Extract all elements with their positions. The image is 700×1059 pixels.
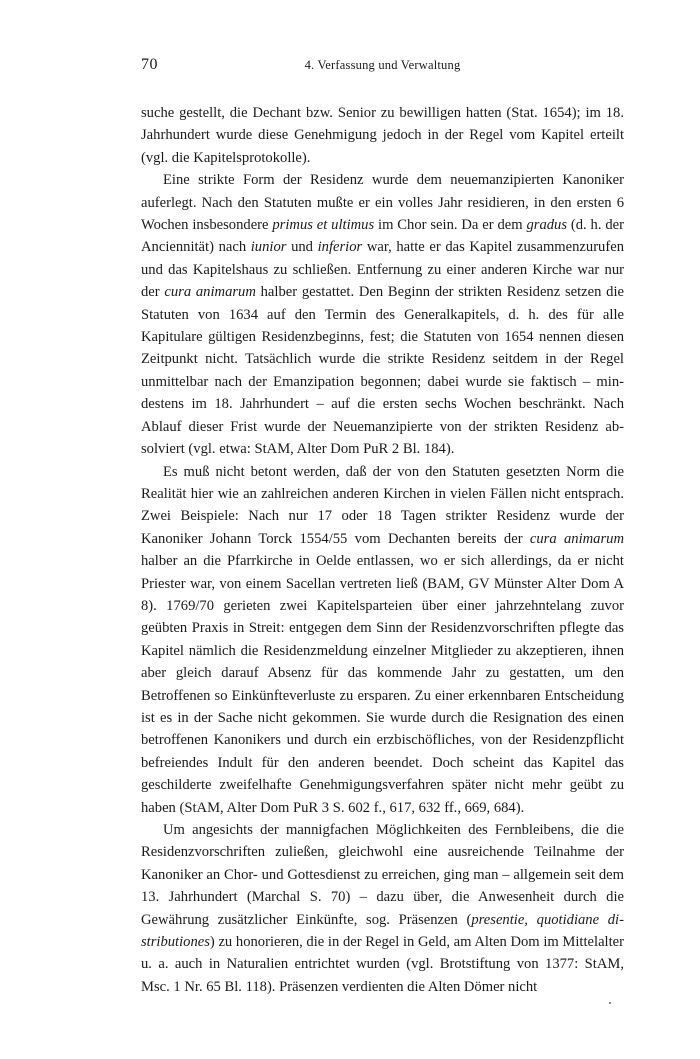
page-header [141,56,624,80]
paragraph [141,169,624,460]
paragraph [141,819,624,998]
text-run: halber gestattet. Den Beginn der strikten Residenz setzen die Statuten von 1634 auf den Termin des Generalkapitels, d. h. des für alle Kapitulare gültigen Residenzbeginns, fest; die Statuten von 1654 nennen diesen Zeitpunkt nicht. Tatsächlich wurde die strikte Residenz seitdem in der Regel unmittelbar nach der Emanzipation begonnen; dabei wurde sie faktisch – mindestens im 18. Jahrhundert – auf die ersten sechs Wochen beschränkt. Nach Ablauf dieser Frist wurde der Neuemanzipierte von der strikten Residenz absolviert (vgl. etwa: StAM, Alter Dom PuR 2 Bl. 184). [141,284,624,458]
text-run: und [286,239,318,256]
text-run: ) zu honorieren, die in der Regel in Geld, am Alten Dom im Mittelalter u. a. auch in Naturalien entrichtet wurden (vgl. Brotstiftung von 1377: StAM, Msc. 1 Nr. 65 Bl. 118). Präsenzen verdienten die Alten Dömer nicht [141,934,624,995]
text-run: Es muß nicht betont werden, daß der von den Statuten gesetzten Norm die Realität hier wie an zahlreichen anderen Kirchen in vielen Fällen nicht entsprach. Zwei Beispiele: Nach nur 17 oder 18 Tagen strikter Residenz wurde der Kanoniker Johann Torck 1554/55 vom Dechanten bereits der [141,463,624,547]
text-run: Eine strikte Form der Residenz wurde dem neuemanzipierten Kanoniker auferlegt. Nach den Statuten mußte er ein volles Jahr residieren, in den ersten 6 Wochen insbesondere [141,172,624,234]
italic-term: inferior [317,239,363,256]
text-run: Um angesichts der mannigfachen Möglichkeiten des Fernbleibens, die die Residenzvorschriften zuließen, gleichwohl eine ausreichende Teilnahme der Kanoniker an Chor- und Gottesdienst zu erreichen, ging man – allgemein seit dem 13. Jahrhundert (Marchal S. 70) – dazu über, die Anwesenheit durch die Gewährung zusätzlicher Einkünfte, sog. Präsenzen ( [141,822,624,928]
running-head: 4. Verfassung und Verwaltung [304,58,461,72]
body-text [141,102,624,998]
italic-term: gradus [526,217,568,234]
text-run: im Chor sein. Da er dem [374,217,527,234]
italic-term: cura animarum [164,284,256,301]
page-number: 70 [141,56,158,73]
text-run: war, hatte er das Kapitel zusammenzurufen und das Kapitelshaus zu schließen. Entfernung zu einer anderen Kirche war nur der [141,239,624,301]
scan-speck [609,1002,611,1004]
italic-term: primus et ultimus [272,217,375,234]
italic-term: presentie, quotidiane distributiones [141,911,624,951]
text-run: halber an die Pfarrkirche in Oelde entlassen, wo er sich allerdings, da er nicht Priester war, von einem Sacellan vertreten ließ (BAM, GV Münster Alter Dom A 8). 1769/70 gerieten zwei Kapitelsparteien über einer jahrzehntelang zuvor geübten Praxis in Streit: entgegen dem Sinn der Residenzvorschriften pflegte das Kapitel nämlich die Residenzmeldung einzelner Mitglieder zu akzeptieren, ihnen aber gleich darauf Absenz für das kommende Jahr zu gestatten, um den Betroffenen so Einkünfteverluste zu ersparen. Zu einer erkennbaren Entscheidung ist es in der Sache nicht gekommen. Sie wurde durch die Resignation des einen betroffenen Kanonikers und durch ein erzbischöfliches, von der Residenzpflicht befreiendes Indult für den anderen beendet. Doch scheint das Kapitel das geschilderte zweifelhafte Genehmigungsverfahren später nicht mehr geübt zu haben (StAM, Alter Dom PuR 3 S. 602 f., 617, 632 ff., 669, 684). [141,553,624,816]
page [141,56,624,998]
italic-term: cura animarum [529,530,624,547]
paragraph [141,461,624,820]
paragraph [141,102,624,169]
text-run: suche gestellt, die Dechant bzw. Senior zu bewilligen hatten (Stat. 1654); im 18. Jahrhundert wurde diese Genehmigung jedoch in der Regel vom Kapitel erteilt (vgl. die Kapitelsprotokolle). [141,105,624,166]
italic-term: iunior [250,239,287,256]
text-run: (d. h. der Anciennität) nach [141,217,624,256]
